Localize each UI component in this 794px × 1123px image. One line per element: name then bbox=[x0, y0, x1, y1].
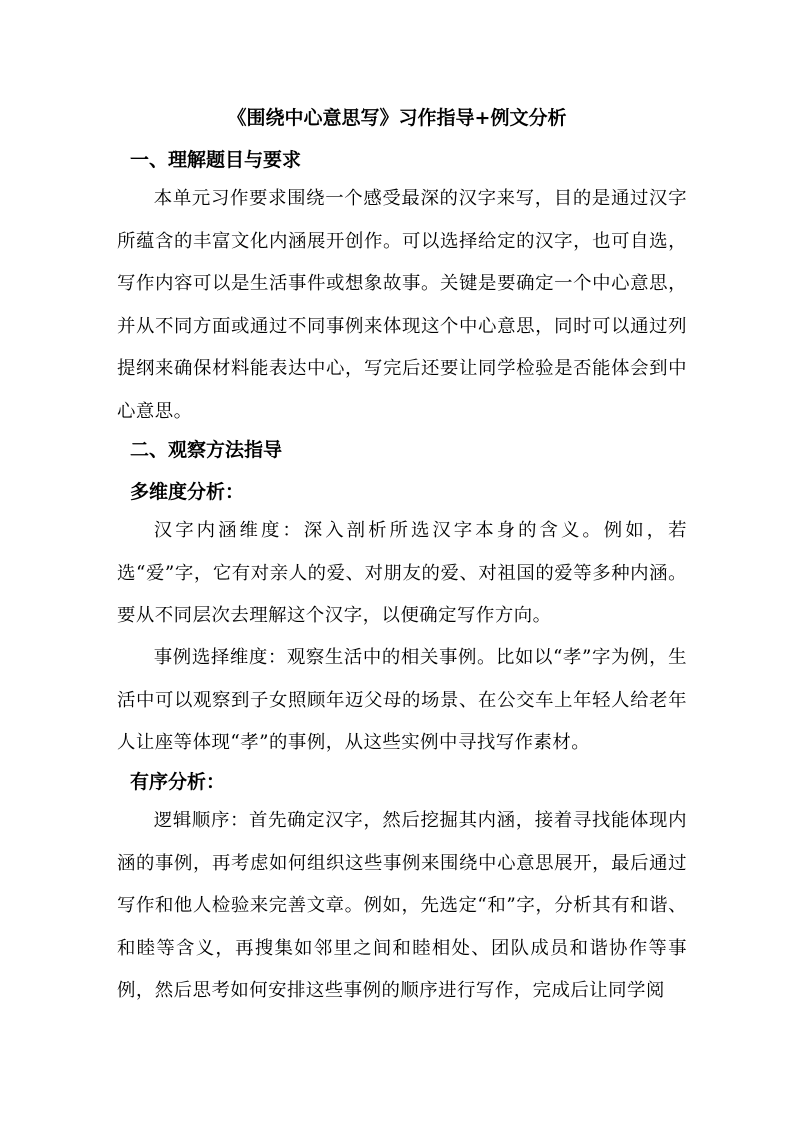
section-heading-understand: 一、理解题目与要求 bbox=[130, 149, 302, 171]
paragraph-requirements: 本单元习作要求围绕一个感受最深的汉字来写，目的是通过汉字所蕴含的丰富文化内涵展开创作。可以选择给定的汉字，也可自选，写作内容可以是生活事件或想象故事。关键是要确定一个中心意思，并从不同方面或通过不同事例来体现这个中心意思，同时可以通过列提纲来确保材料能表达中心，写完后还要让同学检验是否能体会到中心意思。 bbox=[117, 188, 687, 422]
subheading-ordered: 有序分析： bbox=[130, 771, 226, 793]
paragraph-logical-order: 逻辑顺序：首先确定汉字，然后挖掘其内涵，接着寻找能体现内涵的事例，再考虑如何组织这些事例来围绕中心意思展开，最后通过写作和他人检验来完善文章。例如，先选定“和”字，分析其有和谐、和睦等含义，再搜集如邻里之间和睦相处、团队成员和谐协作等事例，然后思考如何安排这些事例的顺序进行写作，完成后让同学阅 bbox=[117, 810, 687, 1001]
paragraph-character-meaning: 汉字内涵维度：深入剖析所选汉字本身的含义。例如，若选“爱”字，它有对亲人的爱、对朋友的爱、对祖国的爱等多种内涵。要从不同层次去理解这个汉字，以便确定写作方向。 bbox=[117, 520, 687, 626]
paragraph-example-selection: 事例选择维度：观察生活中的相关事例。比如以“孝”字为例，生活中可以观察到子女照顾年迈父母的场景、在公交车上年轻人给老年人让座等体现“孝”的事例，从这些实例中寻找写作素材。 bbox=[117, 647, 687, 753]
subheading-multidimensional: 多维度分析： bbox=[130, 481, 245, 503]
document-title: 《围绕中心意思写》习作指导+例文分析 bbox=[227, 107, 567, 129]
section-heading-observation: 二、观察方法指导 bbox=[130, 439, 283, 461]
